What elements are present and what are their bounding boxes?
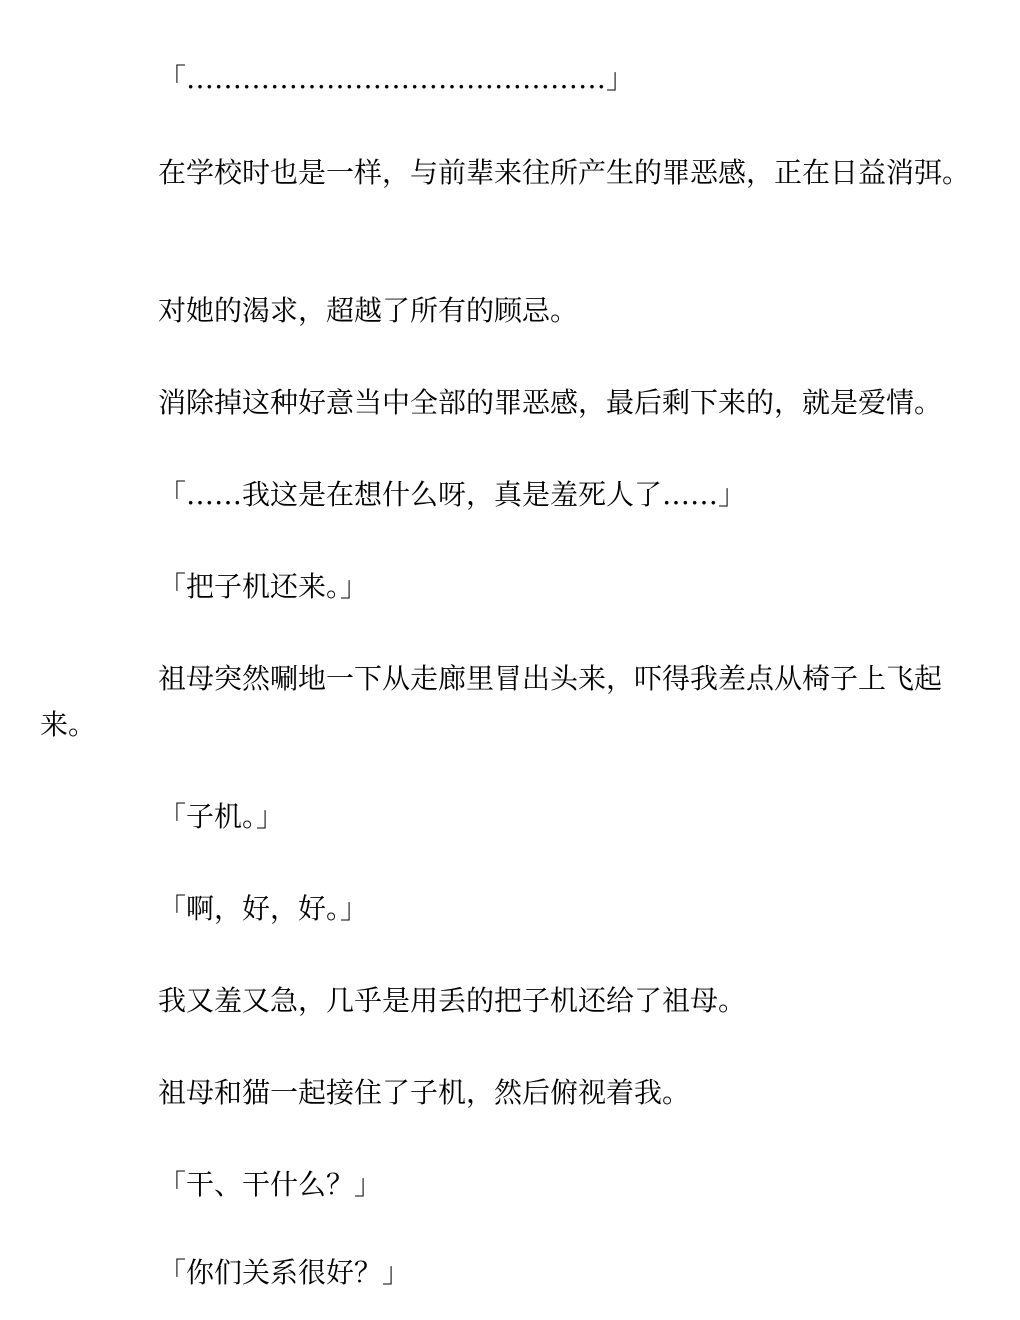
paragraph-desire: 对她的渴求，超越了所有的顾忌。 <box>158 294 579 327</box>
paragraph-dialogue-ellipsis: 「………………………………………」 <box>158 62 635 95</box>
paragraph-dialogue-embarrassed: 「……我这是在想什么呀，真是羞死人了……」 <box>158 478 747 511</box>
paragraph-dialogue-handset: 「子机。」 <box>158 800 285 833</box>
paragraph-hand-back: 我又羞又急，几乎是用丢的把子机还给了祖母。 <box>158 984 747 1017</box>
paragraph-grandmother-appears: 祖母突然唰地一下从走廊里冒出头来，吓得我差点从椅子上飞起来。 <box>40 662 943 741</box>
paragraph-dialogue-close: 「你们关系很好？」 <box>158 1256 411 1289</box>
paragraph-love: 消除掉这种好意当中全部的罪恶感，最后剩下来的，就是爱情。 <box>158 386 943 419</box>
paragraph-dialogue-return-handset: 「把子机还来。」 <box>158 570 369 603</box>
paragraph-dialogue-what: 「干、干什么？」 <box>158 1168 383 1201</box>
paragraph-grandmother-looks: 祖母和猫一起接住了子机，然后俯视着我。 <box>158 1076 691 1109</box>
paragraph-school-guilt: 在学校时也是一样，与前辈来往所产生的罪恶感，正在日益消弭。 <box>158 156 971 189</box>
paragraph-dialogue-ok: 「啊，好，好。」 <box>158 892 369 925</box>
